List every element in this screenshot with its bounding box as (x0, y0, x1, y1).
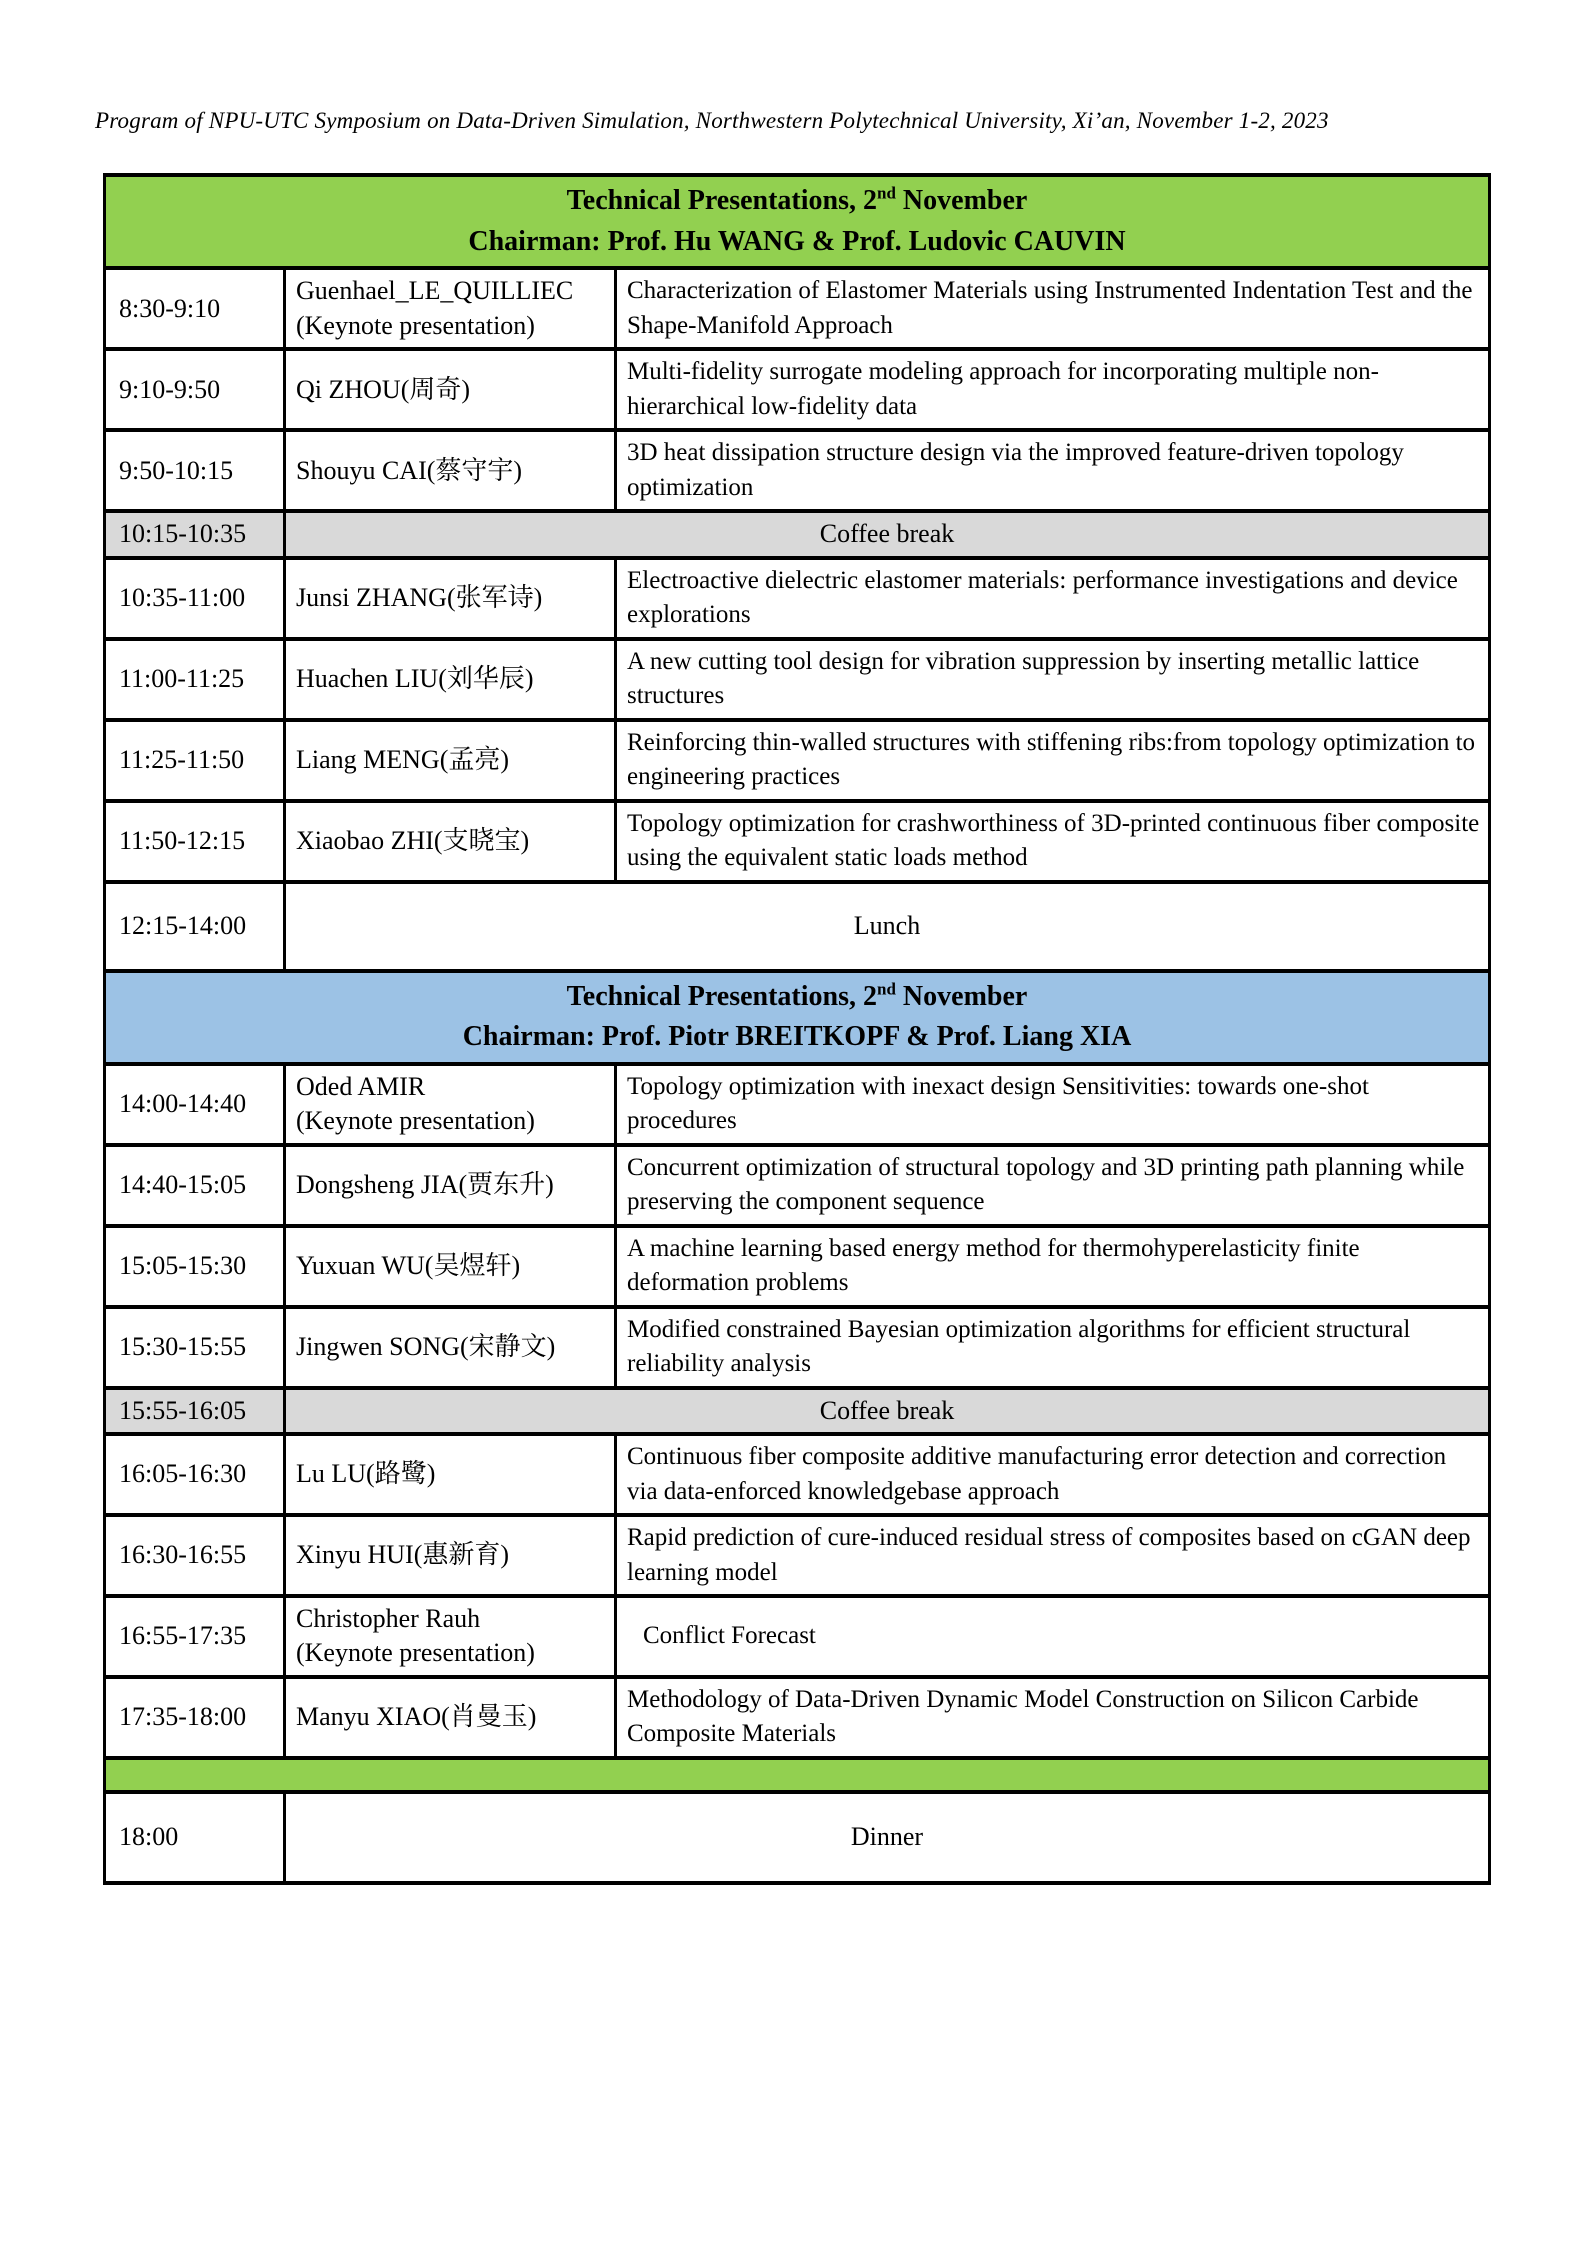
time-cell: 9:10-9:50 (105, 349, 285, 430)
speaker-cell (285, 1434, 616, 1515)
table-row (105, 268, 1490, 349)
table-row (105, 720, 1490, 801)
speaker-name: Qi ZHOU(周奇) (296, 374, 471, 404)
table-row (105, 1064, 1490, 1145)
session-header-afternoon (105, 971, 1490, 1064)
break-label: Coffee break (285, 1388, 1490, 1434)
talk-title-cell: A machine learning based energy method for thermohyperelasticity finite deformation problems (616, 1226, 1490, 1307)
speaker-name: Oded AMIR (296, 1071, 426, 1101)
talk-title-cell: A new cutting tool design for vibration suppression by inserting metallic lattice structures (616, 639, 1490, 720)
time-cell: 18:00 (105, 1792, 285, 1883)
speaker-cell (285, 430, 616, 511)
table-row (105, 1145, 1490, 1226)
speaker-name: Dongsheng JIA(贾东升) (296, 1170, 554, 1200)
table-row (105, 639, 1490, 720)
time-cell: 15:30-15:55 (105, 1307, 285, 1388)
time-cell: 14:00-14:40 (105, 1064, 285, 1145)
time-cell: 10:15-10:35 (105, 511, 285, 557)
time-cell: 17:35-18:00 (105, 1677, 285, 1758)
speaker-name: Jingwen SONG(宋静文) (296, 1332, 556, 1362)
green-divider (105, 1758, 1490, 1792)
speaker-cell (285, 1064, 616, 1145)
talk-title-cell: Conflict Forecast (616, 1596, 1490, 1677)
time-cell: 11:25-11:50 (105, 720, 285, 801)
dinner-row (105, 1792, 1490, 1883)
time-cell: 9:50-10:15 (105, 430, 285, 511)
time-cell: 8:30-9:10 (105, 268, 285, 349)
talk-title-cell: Topology optimization for crashworthiness of 3D-printed continuous fiber composite using the equivalent static loads method (616, 801, 1490, 882)
time-cell: 11:00-11:25 (105, 639, 285, 720)
talk-title-cell: Continuous fiber composite additive manufacturing error detection and correction via data-enforced knowledgebase approach (616, 1434, 1490, 1515)
speaker-cell (285, 349, 616, 430)
program-table (103, 173, 1491, 1885)
speaker-name: Manyu XIAO(肖曼玉) (296, 1701, 537, 1731)
talk-title-cell: Electroactive dielectric elastomer materials: performance investigations and device explorations (616, 558, 1490, 639)
speaker-cell (285, 801, 616, 882)
coffee-break-row (105, 1388, 1490, 1434)
table-row (105, 1515, 1490, 1596)
speaker-cell (285, 1226, 616, 1307)
speaker-name: Xinyu HUI(惠新育) (296, 1540, 510, 1570)
session-header-cell (105, 175, 1490, 268)
speaker-cell (285, 1596, 616, 1677)
ordinal-suffix: nd (877, 183, 896, 203)
table-row (105, 349, 1490, 430)
session-title-month: November (895, 185, 1028, 216)
talk-title-cell: Reinforcing thin-walled structures with stiffening ribs:from topology optimization to engineering practices (616, 720, 1490, 801)
speaker-cell (285, 558, 616, 639)
speaker-cell (285, 720, 616, 801)
speaker-cell (285, 1145, 616, 1226)
speaker-cell (285, 268, 616, 349)
time-cell: 15:55-16:05 (105, 1388, 285, 1434)
speaker-name: Xiaobao ZHI(支晓宝) (296, 825, 530, 855)
talk-title-cell: Methodology of Data-Driven Dynamic Model Construction on Silicon Carbide Composite Materials (616, 1677, 1490, 1758)
time-cell: 10:35-11:00 (105, 558, 285, 639)
speaker-name: Huachen LIU(刘华辰) (296, 663, 534, 693)
time-cell: 16:05-16:30 (105, 1434, 285, 1515)
session-chairman: Chairman: Prof. Piotr BREITKOPF & Prof. Liang XIA (462, 1021, 1132, 1053)
table-row (105, 801, 1490, 882)
talk-title-cell: 3D heat dissipation structure design via the improved feature-driven topology optimization (616, 430, 1490, 511)
speaker-name: Lu LU(路鹭) (296, 1459, 436, 1489)
time-cell: 16:30-16:55 (105, 1515, 285, 1596)
time-cell: 15:05-15:30 (105, 1226, 285, 1307)
table-row (105, 1677, 1490, 1758)
session-header-cell (105, 971, 1490, 1064)
table-row (105, 1434, 1490, 1515)
speaker-cell (285, 1515, 616, 1596)
talk-title-cell: Topology optimization with inexact design Sensitivities: towards one-shot procedures (616, 1064, 1490, 1145)
time-cell: 14:40-15:05 (105, 1145, 285, 1226)
speaker-note: (Keynote presentation) (296, 1106, 535, 1136)
speaker-name: Junsi ZHANG(张军诗) (296, 582, 543, 612)
speaker-cell (285, 1307, 616, 1388)
page-header-note: Program of NPU-UTC Symposium on Data-Driven Simulation, Northwestern Polytechnical University, Xi’an, November 1-2, 2023 (95, 108, 1329, 133)
time-cell: 16:55-17:35 (105, 1596, 285, 1677)
talk-title-cell: Modified constrained Bayesian optimization algorithms for efficient structural reliability analysis (616, 1307, 1490, 1388)
speaker-name: Shouyu CAI(蔡守宇) (296, 455, 523, 485)
session-title-month: November (895, 980, 1028, 1012)
time-cell: 11:50-12:15 (105, 801, 285, 882)
talk-title-cell: Multi-fidelity surrogate modeling approach for incorporating multiple non-hierarchical low-fidelity data (616, 349, 1490, 430)
table-row (105, 558, 1490, 639)
table-row (105, 430, 1490, 511)
talk-title-cell: Characterization of Elastomer Materials using Instrumented Indentation Test and the Shape-Manifold Approach (616, 268, 1490, 349)
lunch-label: Lunch (285, 882, 1490, 971)
table-row (105, 1596, 1490, 1677)
speaker-cell (285, 639, 616, 720)
dinner-label: Dinner (285, 1792, 1490, 1883)
green-divider-row (105, 1758, 1490, 1792)
talk-title-cell: Rapid prediction of cure-induced residual stress of composites based on cGAN deep learning model (616, 1515, 1490, 1596)
session-title (112, 977, 1482, 1018)
speaker-note: (Keynote presentation) (296, 310, 535, 340)
speaker-cell (285, 1677, 616, 1758)
session-title (112, 181, 1482, 222)
ordinal-suffix: nd (877, 979, 896, 999)
session-title-text: Technical Presentations, 2 (566, 980, 877, 1012)
break-label: Coffee break (285, 511, 1490, 557)
speaker-note: (Keynote presentation) (296, 1638, 535, 1668)
speaker-name: Guenhael_LE_QUILLIEC (296, 276, 574, 306)
coffee-break-row (105, 511, 1490, 557)
session-header-morning (105, 175, 1490, 268)
table-row (105, 1307, 1490, 1388)
session-chairman: Chairman: Prof. Hu WANG & Prof. Ludovic CAUVIN (468, 225, 1126, 257)
time-cell: 12:15-14:00 (105, 882, 285, 971)
speaker-name: Liang MENG(孟亮) (296, 744, 510, 774)
session-title-text: Technical Presentations, 2 (566, 185, 877, 216)
talk-title-cell: Concurrent optimization of structural topology and 3D printing path planning while preserving the component sequence (616, 1145, 1490, 1226)
speaker-name: Christopher Rauh (296, 1604, 481, 1633)
table-row (105, 1226, 1490, 1307)
lunch-row (105, 882, 1490, 971)
speaker-name: Yuxuan WU(吴煜轩) (296, 1251, 521, 1281)
